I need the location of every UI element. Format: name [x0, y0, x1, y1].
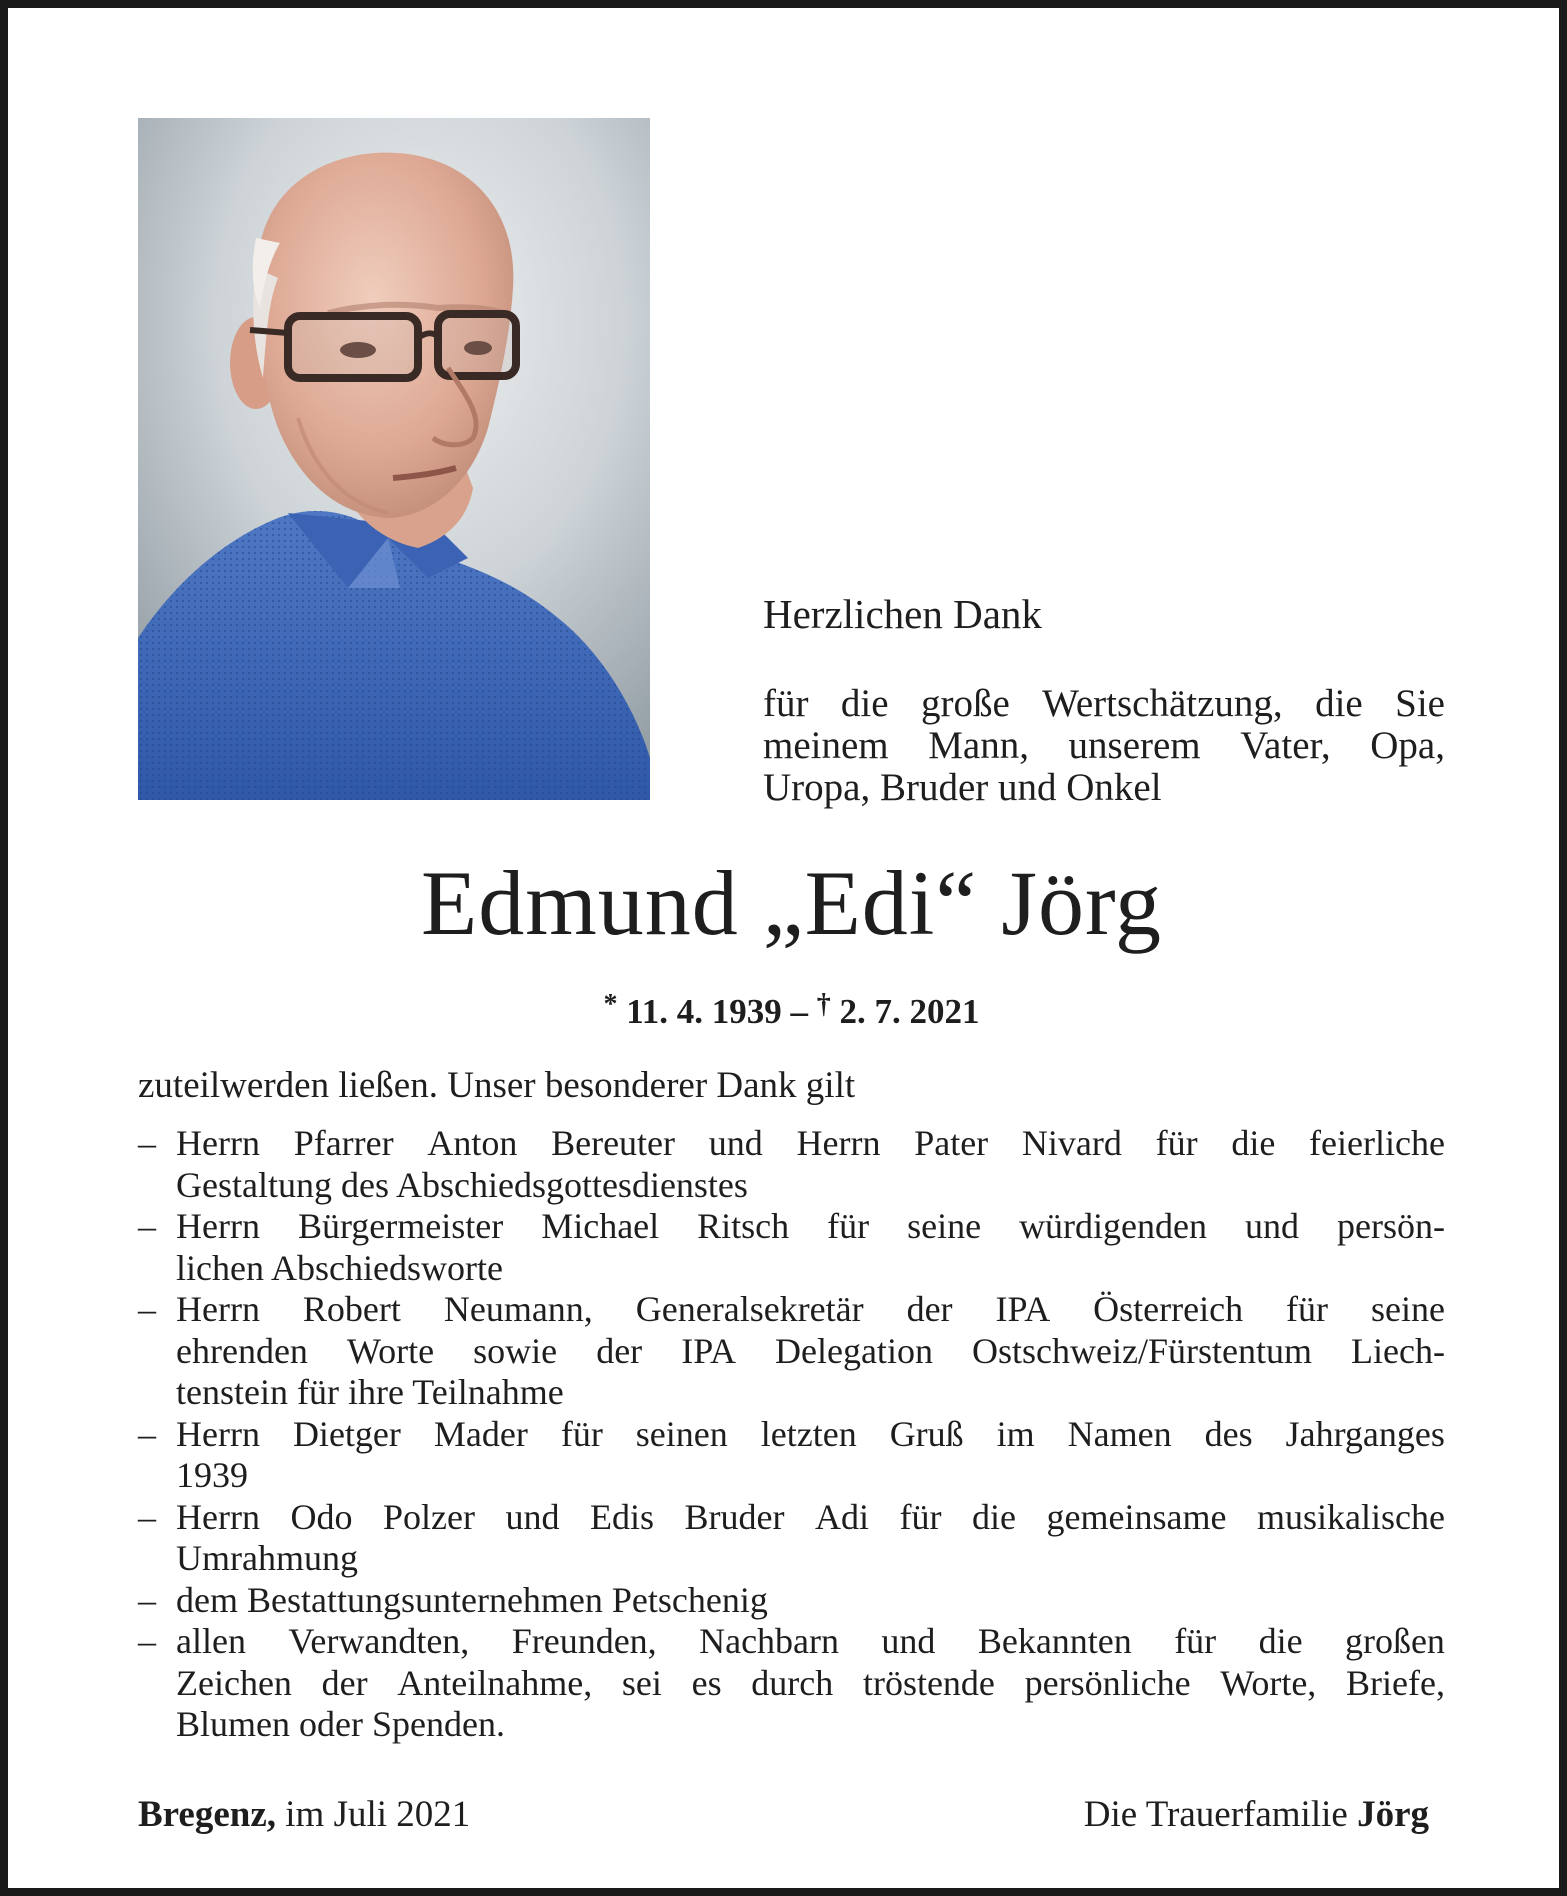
word: lichen Abschiedsworte	[176, 1247, 503, 1288]
word: Pfarrer	[293, 1123, 394, 1163]
word: für	[1155, 1123, 1198, 1163]
intro-line	[763, 725, 1445, 767]
word: Mader	[433, 1413, 528, 1454]
word: IPA	[995, 1289, 1051, 1329]
date: im Juli 2021	[276, 1794, 471, 1835]
word: Worte	[347, 1330, 435, 1371]
thanks-list	[138, 1123, 1445, 1746]
word: Herrn	[176, 1289, 260, 1329]
list-item-line	[176, 1497, 1445, 1539]
death-symbol: †	[816, 989, 831, 1020]
list-dash: –	[138, 1579, 156, 1620]
word: Delegation	[775, 1330, 933, 1371]
list-item-line	[176, 1663, 1445, 1705]
intro-line	[763, 683, 1445, 725]
word: Anton	[427, 1123, 518, 1163]
word: unserem	[1068, 724, 1201, 767]
word: Herrn	[176, 1206, 260, 1246]
word: und	[881, 1621, 936, 1661]
list-item-line	[176, 1621, 1445, 1663]
word: würdigenden	[1019, 1206, 1208, 1246]
place-and-date	[138, 1793, 470, 1837]
list-item-line	[176, 1289, 1445, 1331]
word: die	[1258, 1621, 1303, 1661]
word: gemeinsame	[1046, 1496, 1227, 1537]
word: durch	[751, 1662, 834, 1703]
word: tenstein für ihre Teilnahme	[176, 1372, 564, 1412]
word: und	[505, 1496, 560, 1537]
word: Bereuter	[551, 1123, 676, 1163]
word: seine	[1370, 1289, 1445, 1329]
word: großen	[1344, 1621, 1445, 1661]
word: für	[763, 682, 809, 725]
word: Herrn	[176, 1123, 260, 1163]
word: die	[840, 682, 889, 725]
word: Liech-	[1351, 1330, 1445, 1371]
word: Österreich	[1093, 1289, 1244, 1329]
word: Verwandten,	[288, 1621, 470, 1661]
word: dem Bestattungsunternehmen Petschenig	[176, 1579, 768, 1620]
list-item-line	[176, 1372, 1445, 1414]
list-dash: –	[138, 1289, 156, 1329]
list-item-line	[176, 1165, 1445, 1207]
list-item-line	[176, 1414, 1445, 1456]
word: Sie	[1395, 682, 1445, 725]
word: und	[1245, 1206, 1299, 1246]
word: der	[321, 1662, 368, 1703]
word: für	[827, 1206, 870, 1246]
word: für	[1286, 1289, 1329, 1329]
word: Opa,	[1370, 724, 1445, 767]
word: IPA	[681, 1330, 736, 1371]
birth-symbol: *	[603, 989, 618, 1020]
word: feierliche	[1309, 1123, 1445, 1163]
word: der	[596, 1330, 643, 1371]
list-dash: –	[138, 1496, 156, 1537]
portrait-illustration	[138, 118, 650, 800]
word: Bekannten	[977, 1621, 1132, 1661]
list-dash: –	[138, 1206, 156, 1246]
family-prefix: Die Trauerfamilie	[1083, 1794, 1358, 1835]
word: und	[708, 1123, 763, 1163]
list-dash: –	[138, 1123, 156, 1163]
deceased-name: Edmund „Edi“ Jörg	[421, 852, 1162, 954]
list-item-line	[176, 1580, 1445, 1622]
intro-line	[763, 767, 1445, 809]
word: es	[691, 1662, 722, 1703]
thanks-list-item	[138, 1414, 1445, 1497]
thanks-list-item	[138, 1123, 1445, 1206]
word: Neumann,	[443, 1289, 593, 1329]
death-date: 2. 7. 2021	[839, 992, 980, 1031]
word: Briefe,	[1346, 1662, 1445, 1703]
word: Wertschätzung,	[1042, 682, 1283, 725]
thanks-list-item	[138, 1497, 1445, 1580]
word: Edis	[589, 1496, 654, 1537]
thanks-list-item	[138, 1289, 1445, 1414]
word: sei	[621, 1662, 662, 1703]
family-name: Jörg	[1357, 1794, 1429, 1835]
life-dates	[8, 983, 1567, 1034]
dates-separator: –	[781, 992, 817, 1031]
list-item-line	[176, 1123, 1445, 1165]
word: Ostschweiz/Fürstentum	[972, 1330, 1312, 1371]
word: Uropa, Bruder und Onkel	[763, 766, 1162, 809]
thanks-list-item	[138, 1621, 1445, 1746]
word: Bruder	[684, 1496, 785, 1537]
list-item-line	[176, 1206, 1445, 1248]
word: Freunden,	[511, 1621, 657, 1661]
word: Worte,	[1220, 1662, 1317, 1703]
word: Anteilnahme,	[397, 1662, 593, 1703]
word: Gruß	[889, 1413, 964, 1454]
word: seinen	[635, 1413, 728, 1454]
word: musikalische	[1256, 1496, 1445, 1537]
word: persön-	[1336, 1206, 1445, 1246]
word: Pater	[914, 1123, 989, 1163]
thanks-list-item	[138, 1206, 1445, 1289]
place: Bregenz,	[138, 1794, 277, 1835]
list-dash: –	[138, 1621, 156, 1661]
birth-date: 11. 4. 1939	[626, 992, 782, 1031]
word: die	[972, 1496, 1016, 1537]
word: Michael	[541, 1206, 660, 1246]
word: Polzer	[382, 1496, 475, 1537]
word: Nivard	[1021, 1123, 1122, 1163]
word: für	[560, 1413, 603, 1454]
word: Gestaltung des Abschiedsgottesdienstes	[176, 1164, 748, 1205]
word: Mann,	[928, 724, 1029, 767]
thanks-intro-text	[763, 683, 1445, 809]
word: tröstende	[862, 1662, 995, 1703]
word: sowie	[473, 1330, 558, 1371]
word: für	[1174, 1621, 1217, 1661]
word: Vater,	[1240, 724, 1331, 767]
word: Robert	[302, 1289, 401, 1329]
word: Adi	[815, 1496, 869, 1537]
word: Dietger	[292, 1413, 401, 1454]
word: Herrn	[176, 1496, 260, 1537]
list-item-line	[176, 1248, 1445, 1290]
word: letzten	[760, 1413, 857, 1454]
word: im	[996, 1413, 1035, 1454]
word: Bürgermeister	[297, 1206, 504, 1246]
word: die	[1231, 1123, 1276, 1163]
portrait-photo	[138, 118, 650, 800]
word: persönliche	[1024, 1662, 1191, 1703]
word: Jahrganges	[1285, 1413, 1445, 1454]
list-item-line	[176, 1331, 1445, 1373]
word: 1939	[176, 1455, 248, 1495]
word: Umrahmung	[176, 1538, 358, 1578]
list-item-line	[176, 1704, 1445, 1746]
word: Zeichen	[176, 1662, 292, 1703]
word: ehrenden	[176, 1330, 308, 1371]
word: allen	[176, 1621, 246, 1661]
word: Odo	[290, 1496, 353, 1537]
word: Herrn	[796, 1123, 881, 1163]
list-item-line	[176, 1538, 1445, 1580]
word: die	[1315, 682, 1363, 725]
word: Blumen oder Spenden.	[176, 1704, 505, 1744]
word: des	[1204, 1413, 1253, 1454]
list-dash: –	[138, 1413, 156, 1454]
list-item-line	[176, 1455, 1445, 1497]
thanks-heading: Herzlichen Dank	[763, 591, 1042, 637]
word: Ritsch	[697, 1206, 790, 1246]
word: Herrn	[176, 1413, 260, 1454]
signature-family	[1084, 1793, 1429, 1837]
word: der	[906, 1289, 953, 1329]
word: Generalsekretär	[635, 1289, 864, 1329]
word: für	[899, 1496, 942, 1537]
word: seine	[907, 1206, 982, 1246]
word: Nachbarn	[699, 1621, 840, 1661]
word: meinem	[763, 724, 889, 767]
word: große	[920, 682, 1010, 725]
thanks-list-item	[138, 1580, 1445, 1622]
thanks-lead-text: zuteilwerden ließen. Unser besonderer Dank gilt	[138, 1065, 856, 1106]
word: Namen	[1067, 1413, 1172, 1454]
